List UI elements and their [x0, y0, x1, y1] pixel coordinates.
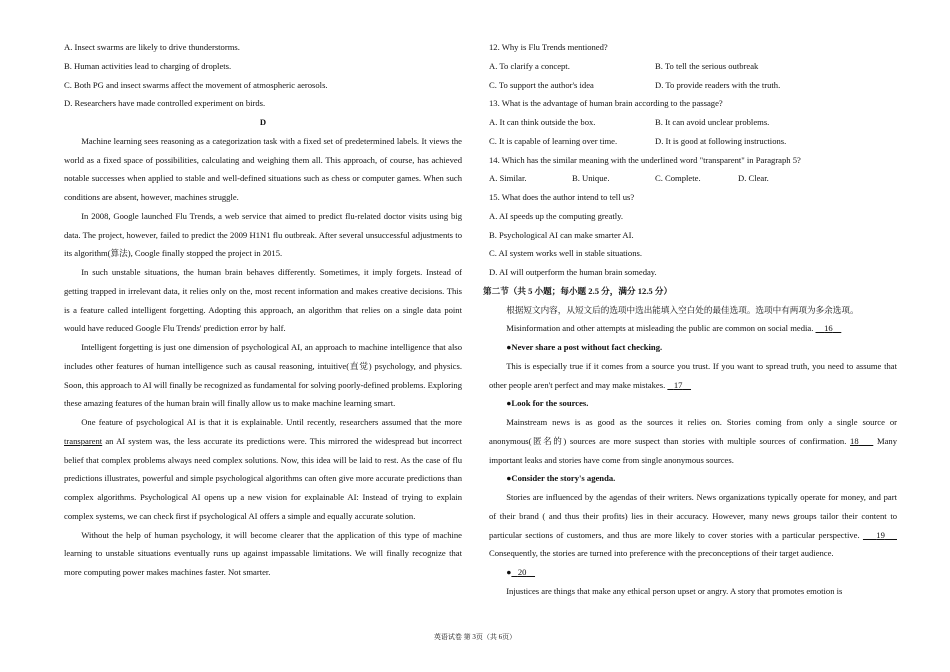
- option-c: C. Both PG and insect swarms affect the movement of atmospheric aerosols.: [64, 79, 328, 90]
- question-12: 12. Why is Flu Trends mentioned?: [489, 42, 608, 52]
- option-b: B. Human activities lead to charging of droplets.: [64, 60, 232, 71]
- part-2-title: 第二节（共 5 小题；每小题 2.5 分，满分 12.5 分）: [483, 285, 673, 296]
- question-15-option-d: D. AI will outperform the human brain someday.: [489, 267, 657, 277]
- passage-paragraph-4: Intelligent forgetting is just one dimension of psychological AI, an approach to machine intelligence that also includes other features of human intelligence such as causal reasoning, intuitive(直觉) psychology, and physics. Soon, this approach to AI will finally be recognized as fundamental for solving poorly-defined problems. Exploring these amazing features of the human brain will finally allow us to make machine learning smart.: [64, 342, 462, 409]
- question-15-option-b: B. Psychological AI can make smarter AI.: [489, 229, 634, 240]
- question-14: 14. Which has the similar meaning with the underlined word "transparent" in Paragraph 5?: [489, 154, 801, 165]
- cloze-heading-20: ● 20: [489, 563, 897, 582]
- cloze-paragraph-2: This is especially true if it comes from a source you trust. If you want to spread truth, you need to assume that other people aren't perfect and may make mistakes. 17: [489, 360, 897, 390]
- question-14-options: A. Similar. B. Unique. C. Complete. D. Clear.: [489, 173, 769, 184]
- passage-paragraph-2: In 2008, Google launched Flu Trends, a web service that aimed to predict flu-related doctor visits using big data. The project, however, failed to predict the 2009 H1N1 flu outbreak. After several unsuccessful adjustments to its algorithm(算法), Coogle finally stopped the project in 2015.: [64, 210, 462, 259]
- question-15-option-a: A. AI speeds up the computing greatly.: [489, 210, 624, 221]
- passage-paragraph-3: In such unstable situations, the human brain behaves differently. Sometimes, it imply forgets. Instead of getting trapped in irrelevant data, it relies only on the, most recent information and makes creative decisions. This is a feature called intelligent forgetting. Adopting this approach, an algorithm that relies on a single data point would have reduced Google Flu Trends' prediction error by half.: [64, 267, 462, 334]
- cloze-paragraph-4: Stories are influenced by the agendas of their writers. News organizations typically operate for money, and part of their brand ( and thus their profits) lies in their accuracy. However, many news groups tailor their content to particular sections of customers, and thus are more likely to cover stories with a particular perspective. 19 Consequently, the stories are turned into preference with the preconceptions of their target audience.: [489, 492, 897, 559]
- right-column: [483, 38, 897, 601]
- blank-18: 18: [850, 435, 859, 446]
- underlined-word: transparent: [64, 435, 103, 446]
- passage-paragraph-5: One feature of psychological AI is that it is explainable. Until recently, researchers assumed that the more transparent an AI system was, the less accurate its predictions were. This mirrored the widespread but incorrect belief that complex problems always need complex solutions. Now, this idea will be laid to rest. As the case of flu predictions illustrates, powerful and simple psychological algorithms can often give more accurate predictions than complex algorithms. Psychological AI opens up a new vision for explainable AI: Instead of trying to explain complex systems, we can check first if psychological AI offers a simple and equally accurate solution.: [64, 417, 462, 521]
- question-13-options-2: C. It is capable of learning over time. D. It is good at following instructions.: [489, 135, 787, 146]
- cloze-paragraph-3: Mainstream news is as good as the sources it relies on. Stories coming from only a single source or anonymous(匿名的) sources are more suspect than stories with multiple sources of confirmation. 18 Many important leaks and stories have come from single anonymous sources.: [489, 417, 897, 465]
- question-15-option-c: C. AI system works well in stable situations.: [489, 248, 643, 259]
- heading-sources: ●Look for the sources.: [506, 398, 589, 409]
- question-12-options: A. To clarify a concept. B. To tell the serious outbreak: [489, 60, 759, 71]
- question-13: 13. What is the advantage of human brain according to the passage?: [489, 98, 723, 109]
- part-2-instructions: 根据短文内容，从短文后的选项中选出能填入空白处的最佳选项。选项中有两项为多余选项。: [506, 304, 859, 315]
- heading-agenda: ●Consider the story's agenda.: [506, 473, 616, 484]
- blank-20: 20: [517, 567, 527, 577]
- cloze-intro: Misinformation and other attempts at misleading the public are common on social media. 16: [489, 319, 897, 338]
- page-footer: 英语试卷 第 3页（共 6页）: [433, 633, 517, 641]
- left-column: [64, 38, 462, 582]
- question-13-options: A. It can think outside the box. B. It can avoid unclear problems.: [489, 117, 770, 127]
- question-15: 15. What does the author intend to tell us?: [489, 192, 635, 202]
- heading-fact-checking: ●Never share a post without fact checking.: [506, 342, 663, 352]
- cloze-paragraph-5: Injustices are things that make any ethical person upset or angry. A story that promotes emotion is: [506, 585, 843, 596]
- option-d: D. Researchers have made controlled experiment on birds.: [64, 98, 266, 109]
- section-label: D: [259, 117, 267, 127]
- passage-paragraph-6: Without the help of human psychology, it will become clearer that the application of this type of machine learning to unstable situations eventually runs up against impassable limitations. We will finally recognize that more computing power makes machines faster. Not smarter.: [64, 529, 462, 577]
- option-a: A. Insect swarms are likely to drive thunderstorms.: [64, 42, 240, 52]
- blank-17: 17: [673, 379, 683, 390]
- passage-paragraph-1: Machine learning sees reasoning as a categorization task with a fixed set of predetermined labels. It views the world as a fixed space of possibilities, calculating and weighing them all. This approach, of course, has achieved notable successes when applied to stable and well-defined situations such as chess or computer games. When such conditions are absent, however, machines struggle.: [64, 135, 462, 202]
- blank-16: 16: [824, 323, 833, 334]
- question-12-options-2: C. To support the author's idea D. To provide readers with the truth.: [489, 79, 781, 90]
- blank-19: 19: [876, 529, 885, 540]
